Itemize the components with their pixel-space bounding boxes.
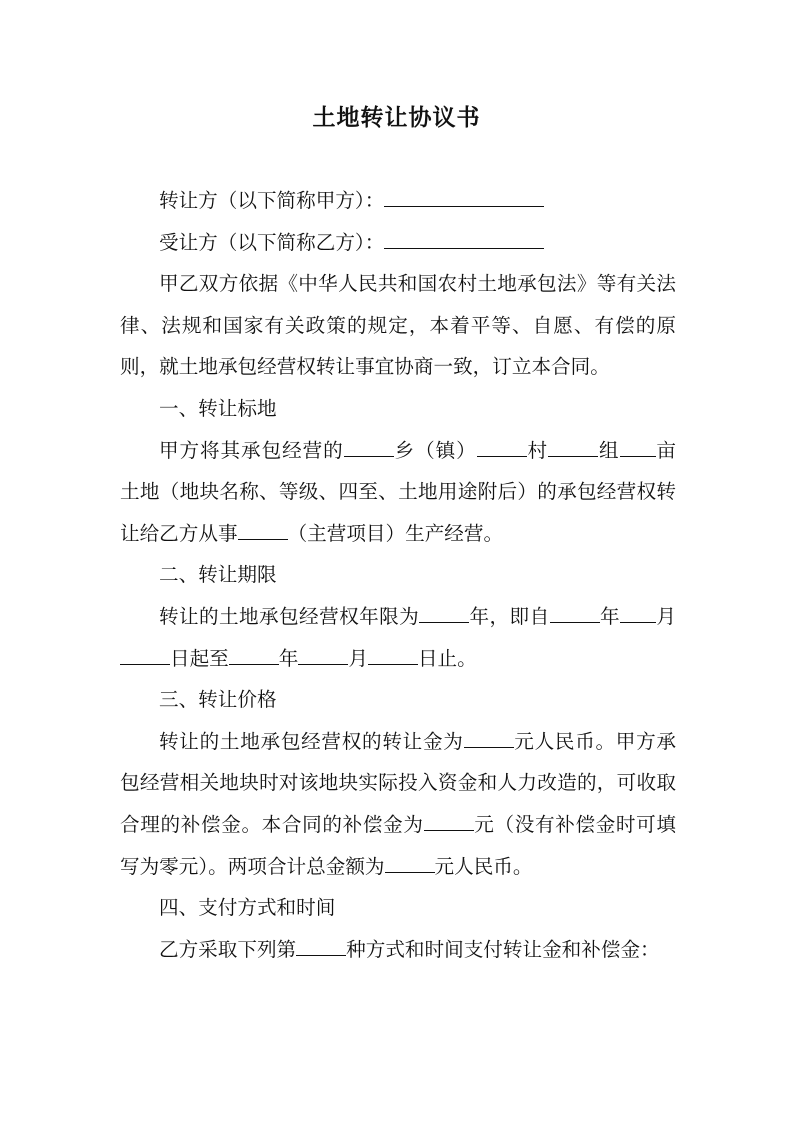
section3-paragraph	[120, 721, 676, 887]
start-year-blank[interactable]	[550, 601, 600, 623]
section4-heading: 四、支付方式和时间	[159, 896, 336, 920]
section1-paragraph	[120, 430, 676, 555]
transfer-fee-blank[interactable]	[464, 726, 514, 748]
section1-text-3: 村	[526, 438, 549, 462]
section3-text-2: 元人民币。甲方承包经营相关地块时对该地块实际投入资金和人力改造的，可收取合理的补偿金。本合同的补偿金为	[120, 729, 677, 836]
end-day-blank[interactable]	[368, 643, 418, 665]
section1-text-6: （主营项目）生产经营。	[287, 521, 504, 545]
section2-text-8: 日止。	[417, 646, 477, 670]
end-year-blank[interactable]	[229, 643, 279, 665]
section2-text-5: 日起至	[170, 646, 229, 670]
section2-heading: 二、转让期限	[159, 563, 277, 587]
document-body	[120, 180, 676, 970]
section3-text-3: 元（没有补偿金时可填写为零元）。两项合计总金额为	[120, 812, 677, 878]
compensation-blank[interactable]	[424, 809, 474, 831]
start-day-blank[interactable]	[120, 643, 170, 665]
transferor-label: 转让方（以下简称甲方）：	[159, 189, 385, 212]
term-years-blank[interactable]	[419, 601, 469, 623]
section1-text-2: 乡（镇）	[393, 438, 477, 462]
section1-text-1: 甲方将其承包经营的	[159, 438, 344, 462]
section2-text-1: 转让的土地承包经营权年限为	[159, 604, 420, 628]
section2-text-3: 年	[599, 604, 621, 628]
section1-text-4: 组	[598, 438, 620, 462]
village-blank[interactable]	[477, 435, 527, 457]
transferee-line	[120, 222, 676, 264]
section1-text-5: 亩土地（地块名称、等级、四至、土地用途附后）的承包经营权转让给乙方从事	[120, 438, 677, 545]
section2-text-6: 年	[278, 646, 299, 670]
section4-text-2: 种方式和时间支付转让金和补偿金：	[346, 937, 660, 961]
end-month-blank[interactable]	[298, 643, 348, 665]
start-month-blank[interactable]	[620, 601, 656, 623]
section2-text-7: 月	[348, 646, 368, 670]
section3-text-4: 元人民币。	[434, 854, 533, 878]
group-blank[interactable]	[548, 435, 598, 457]
section3-heading: 三、转让价格	[159, 688, 277, 712]
preamble-paragraph: 甲乙双方依据《中华人民共和国农村土地承包法》等有关法律、法规和国家有关政策的规定，本着平等、自愿、有偿的原则，就土地承包经营权转让事宜协商一致，订立本合同。	[120, 272, 676, 379]
transferee-blank[interactable]	[384, 227, 544, 249]
section3-text-1: 转让的土地承包经营权的转让金为	[159, 729, 464, 753]
section2-text-2: 年，即自	[469, 604, 550, 628]
payment-option-blank[interactable]	[296, 934, 346, 956]
transferee-label: 受让方（以下简称乙方）：	[159, 230, 385, 254]
section4-paragraph	[120, 929, 676, 971]
township-blank[interactable]	[344, 435, 394, 457]
document-title: 土地转让协议书	[312, 105, 481, 131]
section4-text-1: 乙方采取下列第	[159, 937, 297, 961]
section1-heading: 一、转让标地	[159, 396, 277, 420]
acreage-blank[interactable]	[620, 435, 656, 457]
section2-text-4: 月	[656, 604, 677, 628]
total-amount-blank[interactable]	[385, 851, 435, 873]
transferor-blank[interactable]	[384, 185, 544, 207]
transferor-line	[120, 180, 676, 222]
business-item-blank[interactable]	[238, 518, 288, 540]
section2-paragraph	[120, 596, 676, 679]
